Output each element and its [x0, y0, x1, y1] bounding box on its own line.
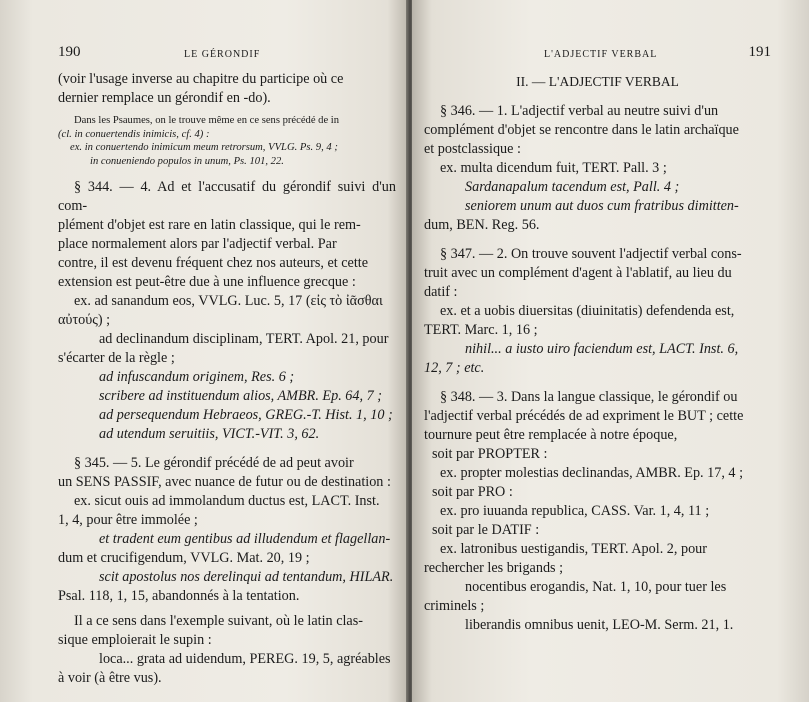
section-heading: II. — L'ADJECTIF VERBAL — [516, 74, 679, 89]
example-line: Psal. 118, 1, 15, abandonnés à la tentation. — [58, 588, 300, 604]
text-line: dernier remplace un gérondif en -do). — [58, 90, 271, 106]
example-line: dum, BEN. Reg. 56. — [424, 217, 540, 233]
example-line: s'écarter de la règle ; — [58, 350, 175, 366]
example-line: ex. ad sanandum eos, VVLG. Luc. 5, 17 (εἰς τὸ ἰᾶσθαι — [74, 293, 383, 309]
example-line: dum et crucifigendum, VVLG. Mat. 20, 19 ; — [58, 550, 310, 566]
left-page-header — [58, 44, 396, 70]
paragraph-line: § 348. — 3. Dans la langue classique, le gérondif ou — [440, 389, 738, 405]
right-page-header — [424, 44, 771, 70]
example-line: scit apostolus nos derelinqui ad tentandum, HILAR. — [99, 569, 394, 585]
footnote-line: in conueniendo populos in unum, Ps. 101, 22. — [90, 155, 284, 167]
paragraph-line: truit avec un complément d'agent à l'ablatif, au lieu du — [424, 265, 732, 281]
example-line: ex. et a uobis diuersitas (diuinitatis) defendenda est, — [440, 303, 735, 319]
running-title-left: LE GÉRONDIF — [184, 49, 261, 60]
example-line: ex. pro iuuanda republica, CASS. Var. 1, 4, 11 ; — [440, 503, 710, 519]
page-number-left: 190 — [58, 44, 81, 60]
example-line: nocentibus erogandis, Nat. 1, 10, pour tuer les — [465, 579, 727, 595]
right-page-body — [424, 74, 771, 635]
footnote-line: Dans les Psaumes, on le trouve même en ce sens précédé de in — [74, 115, 340, 126]
paragraph-line: Il a ce sens dans l'exemple suivant, où le latin clas- — [74, 613, 363, 629]
example-line: nihil... a iusto uiro faciendum est, LACT. Inst. 6, — [465, 341, 739, 357]
paragraph-line: § 346. — 1. L'adjectif verbal au neutre suivi d'un — [440, 103, 719, 119]
example-line: 1, 4, pour être immolée ; — [58, 512, 198, 528]
paragraph-line: tournure peut être remplacée à notre époque, — [424, 427, 678, 443]
example-line: ex. latronibus uestigandis, TERT. Apol. 2, pour — [440, 541, 707, 557]
example-line: ex. sicut ouis ad immolandum ductus est, LACT. Inst. — [74, 493, 380, 509]
example-line: ad infuscandum originem, Res. 6 ; — [99, 369, 295, 385]
left-page-body — [58, 70, 396, 688]
example-line: TERT. Marc. 1, 16 ; — [424, 322, 538, 338]
example-line: 12, 7 ; etc. — [424, 360, 485, 376]
example-line: seniorem unum aut duos cum fratribus dimitten- — [465, 198, 739, 214]
footnote-line: (cl. in conuertendis inimicis, cf. 4) : — [58, 128, 210, 140]
example-line: liberandis omnibus uenit, LEO-M. Serm. 21, 1. — [465, 617, 734, 633]
example-line: ad utendum seruitiis, VICT.-VIT. 3, 62. — [99, 426, 320, 442]
paragraph-line: complément d'objet se rencontre dans le latin archaïque — [424, 122, 739, 138]
text-line: (voir l'usage inverse au chapitre du participe où ce — [58, 71, 344, 87]
paragraph-line: contre, il est devenu fréquent chez nos auteurs, et cette — [58, 255, 369, 271]
alternative-line: soit par PROPTER : — [432, 446, 548, 462]
example-line: αὐτούς) ; — [58, 312, 111, 328]
paragraph-line: § 347. — 2. On trouve souvent l'adjectif verbal cons- — [440, 246, 742, 262]
example-line: rechercher les brigands ; — [424, 560, 564, 576]
page-number-right: 191 — [748, 44, 771, 60]
paragraph-line: § 344. — 4. Ad et l'accusatif du gérondif suivi d'un com- — [58, 179, 396, 214]
example-line: ex. propter molestias declinandas, AMBR. Ep. 17, 4 ; — [440, 465, 744, 481]
example-line: ad declinandum disciplinam, TERT. Apol. 21, pour — [99, 331, 389, 347]
alternative-line: soit par le DATIF : — [432, 522, 540, 538]
alternative-line: soit par PRO : — [432, 484, 513, 500]
footnote-line: ex. in conuertendo inimicum meum retrorsum, VVLG. Ps. 9, 4 ; — [70, 142, 338, 153]
paragraph-line: un SENS PASSIF, avec nuance de futur ou de destination : — [58, 474, 391, 490]
paragraph-line: plément d'objet est rare en latin classique, qui le rem- — [58, 217, 361, 233]
example-line: criminels ; — [424, 598, 485, 614]
example-line: Sardanapalum tacendum est, Pall. 4 ; — [465, 179, 680, 195]
example-line: ex. multa dicendum fuit, TERT. Pall. 3 ; — [440, 160, 667, 176]
paragraph-line: datif : — [424, 284, 458, 300]
paragraph-line: § 345. — 5. Le gérondif précédé de ad peut avoir — [74, 455, 354, 471]
example-line: ad persequendum Hebraeos, GREG.-T. Hist. 1, 10 ; — [99, 407, 393, 423]
example-line: loca... grata ad uidendum, PEREG. 19, 5, agréables — [99, 651, 391, 667]
running-title-right: L'ADJECTIF VERBAL — [544, 49, 658, 60]
right-page — [412, 0, 809, 702]
paragraph-line: extension est peut-être due à une influence grecque : — [58, 274, 356, 290]
example-line: scribere ad instituendum alios, AMBR. Ep. 64, 7 ; — [99, 388, 382, 404]
paragraph-line: place normalement alors par l'adjectif verbal. Par — [58, 236, 337, 252]
paragraph-line: et postclassique : — [424, 141, 521, 157]
paragraph-line: sique emploierait le supin : — [58, 632, 212, 648]
example-line: et tradent eum gentibus ad illudendum et flagellan- — [99, 531, 391, 547]
example-line: à voir (à être vus). — [58, 670, 162, 686]
paragraph-line: l'adjectif verbal précédés de ad expriment le BUT ; cette — [424, 408, 744, 424]
